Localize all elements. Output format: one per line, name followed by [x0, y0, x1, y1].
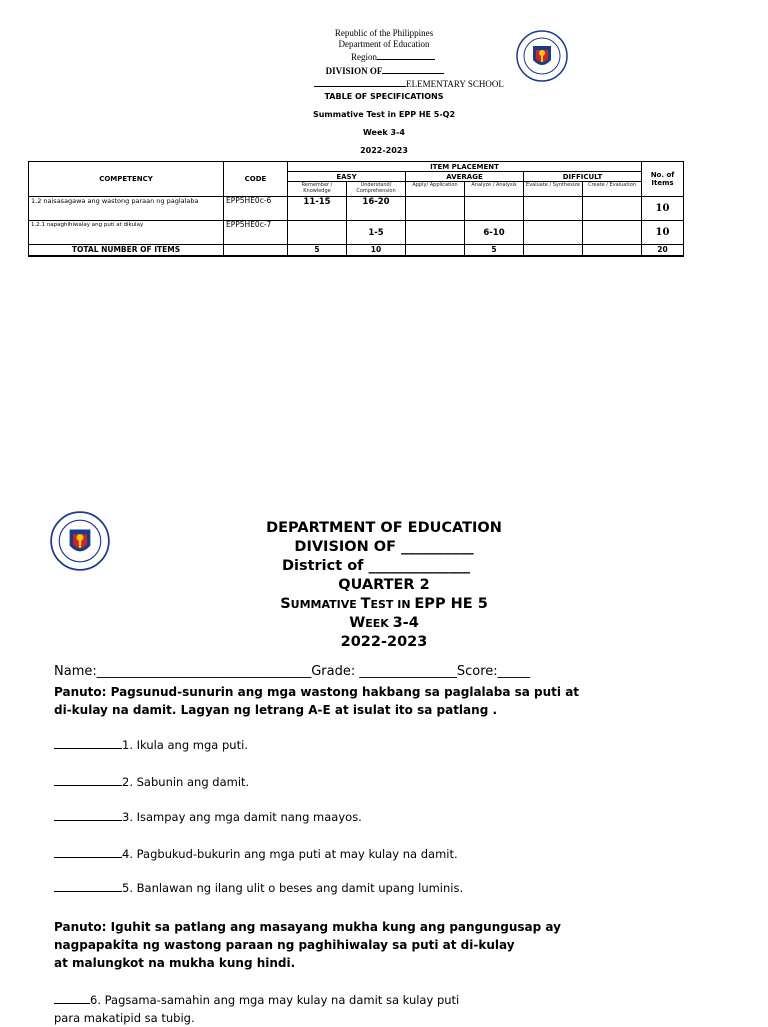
item-6-text-cont: para makatipid sa tubig.: [54, 1011, 195, 1025]
header-item-placement: ITEM PLACEMENT: [288, 162, 642, 172]
w-eek: EEK: [365, 617, 393, 630]
division-label: DIVISION OF: [325, 65, 383, 76]
list-item: [54, 810, 362, 824]
sub-analyze: Analyze / Analysis: [465, 182, 524, 197]
table-row: [29, 197, 684, 221]
region-label: Region: [351, 52, 377, 62]
row2-code: EPP5HE0c-7: [224, 221, 288, 245]
header-competency: COMPETENCY: [29, 162, 224, 197]
sub-apply: Apply/ Application: [406, 182, 465, 197]
total-evaluate: [524, 245, 583, 256]
total-code: [224, 245, 288, 256]
total-understand: 10: [347, 245, 406, 256]
row1-evaluate: [524, 197, 583, 221]
p2-deped: DEPARTMENT OF EDUCATION: [266, 520, 502, 536]
row1-code: EPP5HE0c-6: [224, 197, 288, 221]
instruction-1: [54, 683, 734, 719]
answer-blank-2[interactable]: [54, 775, 122, 786]
answer-blank-6[interactable]: [54, 993, 90, 1004]
item-6-text: 6. Pagsama-samahin ang mga may kulay na damit sa kulay puti: [90, 993, 460, 1007]
table-row: [29, 221, 684, 245]
answer-blank-5[interactable]: [54, 881, 122, 892]
letterhead-school: [234, 76, 534, 90]
total-apply: [406, 245, 465, 256]
item-1-text: 1. Ikula ang mga puti.: [122, 738, 248, 752]
tos-week: Week 3-4: [363, 128, 405, 137]
row2-apply: [406, 221, 465, 245]
instruction-2a: Panuto: Iguhit sa patlang ang masayang mukha kung ang pangungusap ay: [54, 920, 561, 934]
letterhead-division: [234, 63, 534, 77]
row2-understand: 1-5: [347, 221, 406, 245]
page2-letterhead: [220, 519, 548, 652]
list-item: [54, 738, 248, 752]
answer-blank-3[interactable]: [54, 810, 122, 821]
header-difficult: DIFFICULT: [524, 172, 642, 182]
row2-total: 10: [642, 221, 684, 245]
list-item: [54, 991, 459, 1027]
school-label: ELEMENTARY SCHOOL: [406, 79, 504, 89]
table-total-row: [29, 245, 684, 256]
header-no-items: No. of Items: [642, 162, 684, 197]
row2-competency: 1.2.1 napaghihiwalay ang puti at dikulay: [29, 221, 224, 245]
sub-evaluate: Evaluate / Synthesize: [524, 182, 583, 197]
t-t: T: [360, 596, 371, 612]
w-num: 3-4: [392, 615, 419, 631]
p2-division: DIVISION OF __________: [294, 539, 474, 555]
row1-competency: 1.2 naisasagawa ang wastong paraan ng paglalaba: [29, 197, 224, 221]
list-item: [54, 881, 463, 895]
t-subject: EPP HE 5: [414, 596, 488, 612]
row1-analyze: [465, 197, 524, 221]
row2-analyze: 6-10: [465, 221, 524, 245]
answer-blank-1[interactable]: [54, 738, 122, 749]
row2-evaluate: [524, 221, 583, 245]
row1-understand: 16-20: [347, 197, 406, 221]
p2-quarter: QUARTER 2: [338, 577, 430, 593]
row2-remember: [288, 221, 347, 245]
item-3-text: 3. Isampay ang mga damit nang maayos.: [122, 810, 362, 824]
row1-total: 10: [642, 197, 684, 221]
table-of-specifications: [28, 161, 684, 257]
page1-letterhead: [234, 28, 534, 90]
header-code: CODE: [224, 162, 288, 197]
name-grade-score-line: Name:_________________________________Grade: _______________Score:_____: [54, 664, 531, 679]
p2-week: [220, 614, 548, 633]
letterhead-deped: Department of Education: [338, 38, 430, 49]
deped-seal-icon: [516, 30, 568, 82]
list-item: [54, 775, 249, 789]
tos-year: 2022-2023: [360, 146, 408, 155]
header-easy: EASY: [288, 172, 406, 182]
tos-titles: [234, 91, 534, 163]
row1-remember: 11-15: [288, 197, 347, 221]
p2-test-title: [220, 595, 548, 614]
deped-seal-icon: [50, 511, 110, 571]
instruction-1b: di-kulay na damit. Lagyan ng letrang A-E at isulat ito sa patlang .: [54, 703, 498, 717]
tos-title: TABLE OF SPECIFICATIONS: [324, 92, 444, 101]
item-4-text: 4. Pagbukud-bukurin ang mga puti at may kulay na damit.: [122, 847, 458, 861]
total-analyze: 5: [465, 245, 524, 256]
total-remember: 5: [288, 245, 347, 256]
t-est-in: EST IN: [370, 598, 415, 611]
t-s: S: [280, 596, 291, 612]
instruction-2b: nagpapakita ng wastong paraan ng paghihiwalay sa puti at di-kulay: [54, 938, 515, 952]
total-create: [583, 245, 642, 256]
sub-create: Create / Evaluation: [583, 182, 642, 197]
instruction-1a: Panuto: Pagsunud-sunurin ang mga wastong hakbang sa paglalaba sa puti at: [54, 685, 580, 699]
p2-district: District of ______________: [281, 558, 471, 574]
t-ummative: UMMATIVE: [290, 598, 361, 611]
w-w: W: [349, 615, 366, 631]
letterhead-republic: Republic of the Philippines: [334, 28, 434, 38]
sub-understand: Understand/ Comprehension: [347, 182, 406, 197]
tos-subtitle: Summative Test in EPP HE 5-Q2: [312, 110, 456, 119]
answer-blank-4[interactable]: [54, 847, 122, 858]
header-average: AVERAGE: [406, 172, 524, 182]
row1-create: [583, 197, 642, 221]
total-label: TOTAL NUMBER OF ITEMS: [29, 245, 224, 256]
row2-create: [583, 221, 642, 245]
total-items: 20: [642, 245, 684, 256]
p2-year: 2022-2023: [340, 634, 428, 650]
row1-apply: [406, 197, 465, 221]
item-5-text: 5. Banlawan ng ilang ulit o beses ang damit upang luminis.: [122, 881, 464, 895]
instruction-2: [54, 918, 734, 972]
item-2-text: 2. Sabunin ang damit.: [122, 775, 250, 789]
instruction-2c: at malungkot na mukha kung hindi.: [54, 956, 296, 970]
list-item: [54, 847, 458, 861]
sub-remember: Remember / Knowledge: [288, 182, 347, 197]
letterhead-region: [234, 49, 534, 63]
